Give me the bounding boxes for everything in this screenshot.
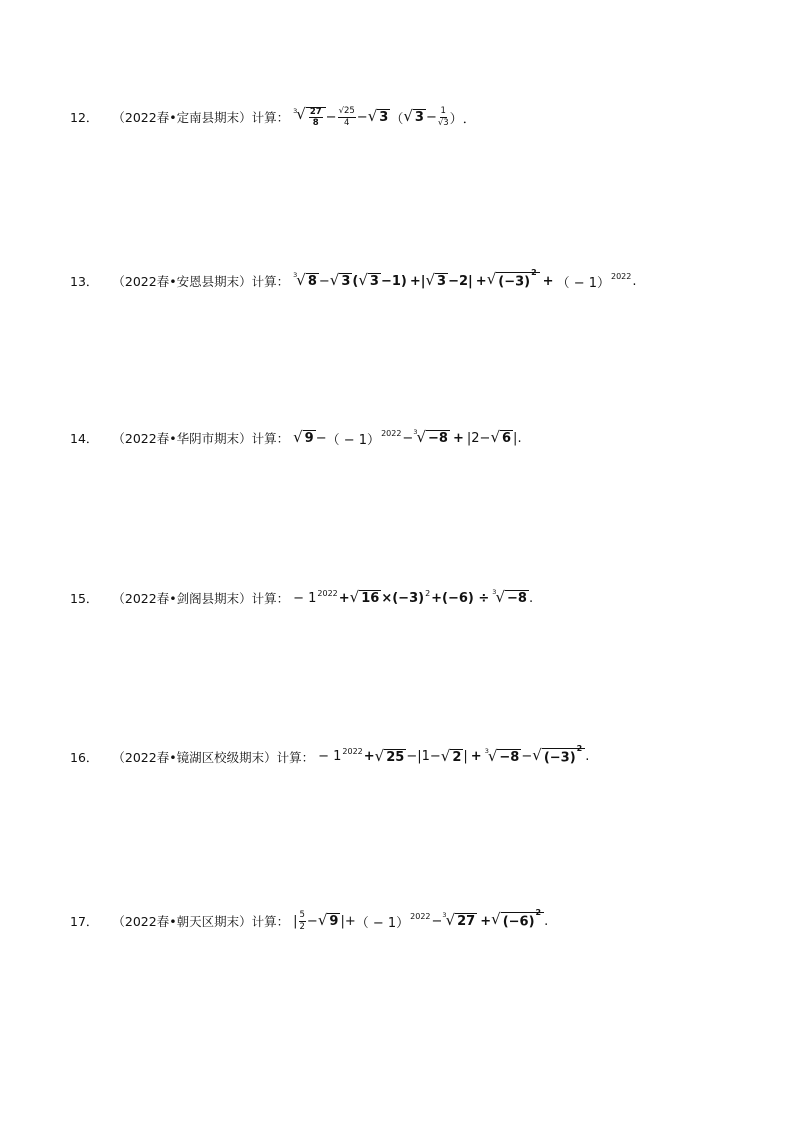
problem-source: （2022春•华阴市期末）	[112, 431, 252, 446]
problem-source: （2022春•朝天区期末）	[112, 914, 252, 929]
square-root: √ 6	[490, 427, 512, 446]
problem-source: （2022春•定南县期末）	[112, 110, 252, 125]
expression: | $\frac{5}{2}$ − √ 9 |+ （ − 1） 2022 − 3 √ 27 + √ $(-6)^2$ .	[293, 908, 549, 932]
cube-root: √ −8	[495, 587, 527, 606]
square-root: √ 3	[403, 106, 424, 125]
problem-label: 计算：	[251, 431, 290, 446]
square-root: √ $(-3)^2$	[532, 748, 585, 766]
expression: 3 √ 8 − √ 3 ( √ 3 −1) + | √ 3 −2| + √ $(-3)^2$ + （ − 1） 2022 .	[293, 268, 637, 291]
problem-label: 计算：	[251, 914, 290, 929]
expression: √ 9 − （ − 1） 2022 − 3 √ −8 + |2− √ 6 | .	[293, 427, 522, 448]
fraction: $\frac{27}{8}$	[309, 106, 322, 128]
square-root: √ 3	[367, 106, 389, 125]
problem-label: 计算：	[276, 750, 315, 765]
problem-number: 14．	[70, 431, 99, 446]
square-root: √ 2	[440, 746, 462, 765]
square-root: √ 3	[425, 270, 447, 289]
problem-16	[70, 742, 589, 772]
problem-label: 计算：	[251, 591, 290, 606]
problem-label: 计算：	[251, 274, 290, 289]
problem-number: 16．	[70, 750, 99, 765]
cube-root: √ −8	[487, 746, 520, 765]
problem-number: 13．	[70, 274, 99, 289]
square-root: √ $(-6)^2$	[491, 912, 544, 930]
cube-root: √ −8	[416, 427, 448, 446]
problem-number: 12．	[70, 110, 99, 125]
problem-source: （2022春•安恩县期末）	[112, 274, 252, 289]
square-root: √ 3	[358, 270, 379, 289]
cube-root: √ 27	[445, 910, 476, 929]
problem-13	[70, 266, 637, 296]
problem-number: 17．	[70, 914, 99, 929]
cube-root: √ $\frac{27}{8}$	[296, 107, 325, 128]
root-index: 3	[293, 107, 298, 115]
square-root: √ 9	[293, 427, 314, 446]
fraction: $\frac{5}{2}$	[299, 910, 305, 932]
problem-12	[70, 102, 476, 132]
square-root: √ 25	[374, 746, 405, 765]
square-root: √ 9	[317, 910, 339, 929]
square-root: √ $(-3)^2$	[487, 272, 540, 290]
problem-label: 计算：	[251, 110, 290, 125]
problem-number: 15．	[70, 591, 99, 606]
square-root: √ 16	[349, 587, 380, 606]
problem-source: （2022春•剑阁县期末）	[112, 591, 252, 606]
problem-14	[70, 423, 522, 453]
cube-root: √ 8	[296, 270, 317, 289]
problem-source: （2022春•镜湖区校级期末）	[112, 750, 277, 765]
expression: − 1 2022 + √ 25 − |1− √ 2 | + 3 √ −8 − √ $(-3)^2$ .	[318, 744, 590, 766]
expression: 3 √ $\frac{27}{8}$ − $\frac{√25}{4}$ − √ 3 （ √ 3 − $\frac{1}{√3}$ ） ．	[293, 104, 476, 128]
fraction: $\frac{1}{√3}$	[437, 106, 449, 128]
fraction: $\frac{√25}{4}$	[338, 106, 355, 128]
problem-15	[70, 583, 533, 613]
square-root: √ 3	[329, 270, 351, 289]
problem-17	[70, 906, 548, 936]
expression: − 1 2022 + √ 16 × (−3) 2 +(−6) ÷ 3 √ −8 .	[293, 587, 534, 606]
